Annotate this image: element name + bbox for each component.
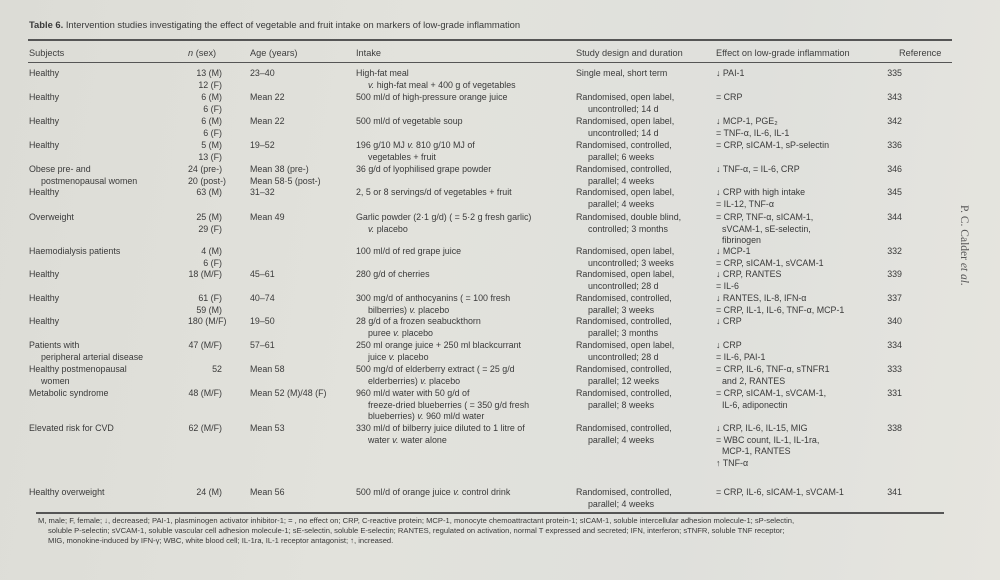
age-line: 40–74 — [250, 293, 275, 303]
cell-n-sex — [188, 116, 222, 139]
n-sex-line: 25 (M) — [196, 212, 222, 222]
cell-reference: 337 — [887, 293, 902, 303]
cell-reference: 343 — [887, 92, 902, 102]
running-head-author: P. C. Calder — [958, 205, 970, 260]
intake-line: 280 g/d of cherries — [356, 269, 430, 279]
effect-line: = CRP — [716, 92, 743, 102]
cell-subjects — [29, 316, 59, 328]
cell-age — [250, 92, 285, 104]
design-line: uncontrolled; 3 weeks — [588, 257, 674, 268]
n-sex-line: 6 (F) — [203, 257, 222, 268]
effect-line: ↓ CRP — [716, 316, 742, 326]
cell-effect — [716, 212, 813, 247]
cell-n-sex — [188, 269, 222, 281]
footnote-line-3: MIG, monokine-induced by IFN-γ; WBC, white blood cell; IL-1ra, IL-1 receptor antagonist; ↑, increased. — [48, 536, 394, 545]
cell-intake — [356, 246, 461, 258]
header-design: Study design and duration — [576, 48, 683, 58]
effect-line: = IL-6, PAI-1 — [716, 351, 766, 362]
effect-line: ↓ CRP, IL-6, IL-15, MIG — [716, 423, 808, 433]
intake-line: v. high-fat meal + 400 g of vegetables — [368, 79, 516, 90]
intake-line: 196 g/10 MJ v. 810 g/10 MJ of — [356, 140, 475, 150]
n-sex-line: 61 (F) — [198, 293, 222, 303]
age-line: Mean 22 — [250, 116, 285, 126]
design-line: parallel; 12 weeks — [588, 375, 660, 386]
header-n-sex: n (sex) — [188, 48, 217, 58]
design-line: parallel; 4 weeks — [588, 175, 655, 186]
cell-design — [576, 340, 674, 363]
cell-subjects — [29, 68, 59, 80]
design-line: uncontrolled; 14 d — [588, 127, 659, 138]
design-line: parallel; 3 weeks — [588, 304, 655, 315]
design-line: uncontrolled; 14 d — [588, 103, 659, 114]
cell-intake — [356, 423, 525, 446]
effect-line: = IL-6 — [716, 280, 739, 291]
cell-reference: 334 — [887, 340, 902, 350]
intake-line: 500 ml/d of high-pressure orange juice — [356, 92, 508, 102]
cell-intake — [356, 187, 512, 199]
cell-n-sex — [188, 293, 222, 316]
age-line: 19–52 — [250, 140, 275, 150]
design-line: Randomised, controlled, — [576, 364, 672, 374]
cell-subjects — [29, 388, 108, 400]
effect-line: MCP-1, RANTES — [722, 446, 791, 457]
cell-n-sex — [188, 364, 222, 376]
cell-design — [576, 487, 672, 510]
design-line: Randomised, open label, — [576, 340, 675, 350]
subjects-line: Patients with — [29, 340, 80, 350]
age-line: Mean 49 — [250, 212, 285, 222]
intake-line: blueberries) v. 960 ml/d water — [368, 411, 485, 422]
cell-n-sex — [188, 212, 222, 235]
cell-reference: 335 — [887, 68, 902, 78]
age-line: 31–32 — [250, 187, 275, 197]
cell-effect — [716, 269, 781, 292]
design-line: controlled; 3 months — [588, 223, 668, 234]
design-line: parallel; 6 weeks — [588, 151, 655, 162]
effect-line: ↓ RANTES, IL-8, IFN-α — [716, 293, 807, 303]
cell-subjects — [29, 269, 59, 281]
running-head-etal: et al. — [958, 262, 970, 286]
cell-design — [576, 92, 674, 115]
cell-effect — [716, 187, 805, 210]
cell-intake — [356, 388, 529, 423]
cell-subjects — [29, 487, 104, 499]
design-line: Randomised, open label, — [576, 269, 675, 279]
footnote-line-2: soluble P-selectin; sVCAM-1, soluble vascular cell adhesion molecule-1; sE-selectin, soluble E-selectin; RANTES, regulated on activation, normal T expressed and secreted; IFN, interferon; sTNFR, soluble TNF receptor; — [48, 526, 785, 535]
intake-line: elderberries) v. placebo — [368, 375, 461, 386]
effect-line: ↓ MCP-1 — [716, 246, 751, 256]
cell-n-sex — [188, 187, 222, 199]
intake-line: 2, 5 or 8 servings/d of vegetables + fruit — [356, 187, 512, 197]
cell-design — [576, 423, 672, 446]
cell-reference: 342 — [887, 116, 902, 126]
n-sex-line: 180 (M/F) — [188, 316, 227, 326]
effect-line: = IL-12, TNF-α — [716, 198, 774, 209]
effect-line: ↓ CRP, RANTES — [716, 269, 782, 279]
cell-effect — [716, 293, 844, 316]
subjects-line: Healthy — [29, 293, 60, 303]
subjects-line: Healthy — [29, 269, 60, 279]
effect-line: ↓ TNF-α, = IL-6, CRP — [716, 164, 800, 174]
effect-line: = CRP, sICAM-1, sP-selectin — [716, 140, 830, 150]
cell-subjects — [29, 116, 59, 128]
effect-line: ↓ CRP — [716, 340, 742, 350]
cell-intake — [356, 116, 463, 128]
intake-line: 500 ml/d of vegetable soup — [356, 116, 463, 126]
n-sex-line: 47 (M/F) — [188, 340, 222, 350]
design-line: Randomised, controlled, — [576, 164, 672, 174]
n-sex-line: 62 (M/F) — [188, 423, 222, 433]
table-caption-text: Intervention studies investigating the effect of vegetable and fruit intake on markers of low-grade inflammation — [65, 19, 521, 30]
intake-line: vegetables + fruit — [368, 151, 436, 162]
intake-line: 28 g/d of a frozen seabuckthorn — [356, 316, 481, 326]
subjects-line: peripheral arterial disease — [41, 351, 144, 362]
cell-reference: 339 — [887, 269, 902, 279]
table-label: Table 6. — [29, 19, 64, 30]
cell-subjects — [29, 246, 120, 258]
top-rule — [28, 39, 952, 41]
intake-line: High-fat meal — [356, 68, 409, 78]
design-line: Single meal, short term — [576, 68, 668, 78]
table-caption — [29, 19, 520, 30]
cell-age — [250, 68, 275, 80]
subjects-line: Overweight — [29, 212, 74, 222]
effect-line: ↓ PAI-1 — [716, 68, 745, 78]
subjects-line: Obese pre- and — [29, 164, 91, 174]
cell-effect — [716, 92, 742, 104]
cell-reference: 331 — [887, 388, 902, 398]
cell-subjects — [29, 164, 137, 187]
n-sex-line: 12 (F) — [198, 79, 222, 90]
cell-design — [576, 164, 672, 187]
cell-age — [250, 293, 275, 305]
running-head — [958, 205, 970, 286]
effect-line: ↑ TNF-α — [716, 458, 749, 469]
cell-age — [250, 269, 275, 281]
effect-line: and 2, RANTES — [722, 375, 786, 386]
intake-line: v. placebo — [368, 223, 408, 234]
n-sex-line: 4 (M) — [201, 246, 222, 256]
n-sex-line: 18 (M/F) — [188, 269, 222, 279]
n-sex-line: 24 (pre-) — [188, 164, 223, 174]
intake-line: 500 mg/d of elderberry extract ( = 25 g/d — [356, 364, 515, 374]
bottom-rule — [36, 512, 944, 514]
cell-age — [250, 364, 285, 376]
cell-intake — [356, 68, 516, 91]
subjects-line: women — [41, 375, 70, 386]
cell-intake — [356, 269, 430, 281]
cell-age — [250, 340, 275, 352]
cell-age — [250, 187, 275, 199]
cell-n-sex — [188, 340, 222, 352]
cell-effect — [716, 388, 826, 411]
subjects-line: Haemodialysis patients — [29, 246, 121, 256]
cell-age — [250, 164, 321, 187]
cell-intake — [356, 293, 510, 316]
design-line: uncontrolled; 28 d — [588, 280, 659, 291]
design-line: parallel; 8 weeks — [588, 399, 655, 410]
cell-reference: 341 — [887, 487, 902, 497]
age-line: 57–61 — [250, 340, 275, 350]
design-line: Randomised, controlled, — [576, 388, 672, 398]
subjects-line: Healthy — [29, 187, 60, 197]
subjects-line: Healthy — [29, 140, 60, 150]
age-line: 19–50 — [250, 316, 275, 326]
age-line: Mean 22 — [250, 92, 285, 102]
age-line: 45–61 — [250, 269, 275, 279]
subjects-line: Healthy — [29, 316, 60, 326]
subjects-line: Metabolic syndrome — [29, 388, 109, 398]
cell-effect — [716, 423, 819, 470]
cell-design — [576, 269, 674, 292]
header-effect: Effect on low-grade inflammation — [716, 48, 850, 58]
footnote-line-1: M, male; F, female; ↓, decreased; PAI-1, plasminogen activator inhibitor-1; = , no effect on; CRP, C-reactive protein; MCP-1, monocyte chemoattractant protein-1; sICAM-1, soluble intercellular adhesion molecule-1; sP-selectin, — [38, 516, 795, 525]
cell-effect — [716, 316, 742, 328]
subjects-line: postmenopausal women — [41, 175, 138, 186]
cell-intake — [356, 316, 481, 339]
design-line: parallel; 3 months — [588, 327, 659, 338]
effect-line: = CRP, IL-1, IL-6, TNF-α, MCP-1 — [716, 304, 845, 315]
cell-reference: 332 — [887, 246, 902, 256]
intake-line: 500 ml/d of orange juice v. control drink — [356, 487, 511, 497]
cell-effect — [716, 364, 830, 387]
cell-intake — [356, 164, 491, 176]
n-sex-line: 6 (M) — [201, 92, 222, 102]
cell-subjects — [29, 293, 59, 305]
design-line: Randomised, open label, — [576, 92, 675, 102]
cell-design — [576, 116, 674, 139]
header-age: Age (years) — [250, 48, 298, 58]
cell-n-sex — [188, 140, 222, 163]
effect-line: = CRP, TNF-α, sICAM-1, — [716, 212, 814, 222]
effect-line: = CRP, sICAM-1, sVCAM-1, — [716, 388, 827, 398]
age-line: Mean 56 — [250, 487, 285, 497]
cell-reference: 344 — [887, 212, 902, 222]
cell-effect — [716, 487, 844, 499]
n-sex-line: 5 (M) — [201, 140, 222, 150]
cell-reference: 346 — [887, 164, 902, 174]
cell-age — [250, 423, 285, 435]
cell-age — [250, 316, 275, 328]
intake-line: juice v. placebo — [368, 351, 429, 362]
design-line: Randomised, open label, — [576, 187, 675, 197]
cell-n-sex — [188, 316, 227, 328]
n-sex-line: 6 (F) — [203, 127, 222, 138]
n-sex-line: 52 — [212, 364, 222, 374]
cell-n-sex — [188, 246, 222, 269]
cell-design — [576, 68, 667, 80]
cell-intake — [356, 140, 475, 163]
design-line: Randomised, controlled, — [576, 140, 672, 150]
age-line: 23–40 — [250, 68, 275, 78]
cell-design — [576, 212, 681, 235]
design-line: Randomised, controlled, — [576, 293, 672, 303]
intake-line: 300 mg/d of anthocyanins ( = 100 fresh — [356, 293, 511, 303]
cell-design — [576, 293, 672, 316]
subjects-line: Healthy — [29, 116, 60, 126]
cell-age — [250, 140, 275, 152]
subjects-line: Healthy postmenopausal — [29, 364, 127, 374]
intake-line: 330 ml/d of bilberry juice diluted to 1 litre of — [356, 423, 525, 433]
design-line: Randomised, open label, — [576, 246, 675, 256]
n-sex-line: 63 (M) — [196, 187, 222, 197]
effect-line: = TNF-α, IL-6, IL-1 — [716, 127, 790, 138]
intake-line: puree v. placebo — [368, 327, 433, 338]
n-sex-line: 24 (M) — [196, 487, 222, 497]
cell-intake — [356, 92, 507, 104]
cell-effect — [716, 140, 829, 152]
cell-subjects — [29, 92, 59, 104]
n-sex-line: 20 (post-) — [188, 175, 226, 186]
n-sex-line: 29 (F) — [198, 223, 222, 234]
cell-design — [576, 364, 672, 387]
age-line: Mean 53 — [250, 423, 285, 433]
cell-n-sex — [188, 68, 222, 91]
effect-line: = CRP, IL-6, TNF-α, sTNFR1 — [716, 364, 830, 374]
cell-effect — [716, 246, 824, 269]
intake-line: water v. water alone — [368, 434, 447, 445]
design-line: Randomised, double blind, — [576, 212, 682, 222]
cell-n-sex — [188, 92, 222, 115]
n-sex-line: 48 (M/F) — [188, 388, 222, 398]
intake-line: 100 ml/d of red grape juice — [356, 246, 462, 256]
cell-intake — [356, 364, 515, 387]
cell-effect — [716, 164, 800, 176]
effect-line: sVCAM-1, sE-selectin, — [722, 223, 811, 234]
header-reference: Reference — [899, 48, 942, 58]
n-sex-line: 59 (M) — [196, 304, 222, 315]
cell-reference: 340 — [887, 316, 902, 326]
cell-design — [576, 388, 672, 411]
cell-design — [576, 187, 674, 210]
subjects-line: Healthy — [29, 92, 60, 102]
cell-design — [576, 316, 672, 339]
cell-subjects — [29, 423, 114, 435]
cell-n-sex — [188, 487, 222, 499]
cell-design — [576, 140, 672, 163]
cell-intake — [356, 487, 510, 499]
design-line: parallel; 4 weeks — [588, 434, 655, 445]
cell-effect — [716, 116, 789, 139]
intake-line: 250 ml orange juice + 250 ml blackcurrant — [356, 340, 522, 350]
effect-line: IL-6, adiponectin — [722, 399, 788, 410]
age-line: Mean 52 (M)/48 (F) — [250, 388, 327, 398]
cell-age — [250, 487, 285, 499]
header-rule — [28, 62, 952, 63]
design-line: parallel; 4 weeks — [588, 198, 655, 209]
cell-n-sex — [188, 388, 222, 400]
cell-subjects — [29, 212, 74, 224]
header-n-sex-text: (sex) — [195, 48, 217, 58]
effect-line: ↓ CRP with high intake — [716, 187, 806, 197]
cell-reference: 345 — [887, 187, 902, 197]
cell-age — [250, 212, 285, 224]
n-sex-line: 13 (M) — [196, 68, 222, 78]
cell-age — [250, 388, 326, 400]
effect-line: = WBC count, IL-1, IL-1ra, — [716, 434, 820, 445]
cell-effect — [716, 340, 765, 363]
cell-reference: 336 — [887, 140, 902, 150]
subjects-line: Healthy overweight — [29, 487, 105, 497]
intake-line: 36 g/d of lyophilised grape powder — [356, 164, 492, 174]
intake-line: freeze-dried blueberries ( = 350 g/d fresh — [368, 399, 530, 410]
cell-subjects — [29, 187, 59, 199]
n-sex-line: 6 (M) — [201, 116, 222, 126]
effect-line: ↓ MCP-1, PGE₂ — [716, 116, 778, 126]
design-line: Randomised, open label, — [576, 116, 675, 126]
design-line: Randomised, controlled, — [576, 316, 672, 326]
design-line: Randomised, controlled, — [576, 423, 672, 433]
subjects-line: Healthy — [29, 68, 60, 78]
cell-reference: 338 — [887, 423, 902, 433]
cell-subjects — [29, 140, 59, 152]
intake-line: bilberries) v. placebo — [368, 304, 450, 315]
effect-line: = CRP, sICAM-1, sVCAM-1 — [716, 257, 824, 268]
header-subjects: Subjects — [29, 48, 65, 58]
age-line: Mean 58·5 (post-) — [250, 175, 321, 186]
age-line: Mean 38 (pre-) — [250, 164, 309, 174]
cell-design — [576, 246, 674, 269]
cell-intake — [356, 212, 531, 235]
age-line: Mean 58 — [250, 364, 285, 374]
table-footnote — [38, 516, 943, 546]
cell-effect — [716, 68, 744, 80]
cell-age — [250, 116, 285, 128]
design-line: parallel; 4 weeks — [588, 498, 655, 509]
effect-line: = CRP, IL-6, sICAM-1, sVCAM-1 — [716, 487, 844, 497]
cell-subjects — [29, 340, 143, 363]
header-intake: Intake — [356, 48, 382, 58]
cell-subjects — [29, 364, 127, 387]
design-line: uncontrolled; 28 d — [588, 351, 659, 362]
n-sex-line: 13 (F) — [198, 151, 222, 162]
cell-n-sex — [188, 423, 222, 435]
intake-line: Garlic powder (2·1 g/d) ( = 5·2 g fresh garlic) — [356, 212, 532, 222]
n-sex-line: 6 (F) — [203, 103, 222, 114]
cell-reference: 333 — [887, 364, 902, 374]
intake-line: 960 ml/d water with 50 g/d of — [356, 388, 470, 398]
cell-intake — [356, 340, 521, 363]
effect-line: fibrinogen — [722, 235, 761, 246]
design-line: Randomised, controlled, — [576, 487, 672, 497]
cell-n-sex — [188, 164, 226, 187]
subjects-line: Elevated risk for CVD — [29, 423, 114, 433]
